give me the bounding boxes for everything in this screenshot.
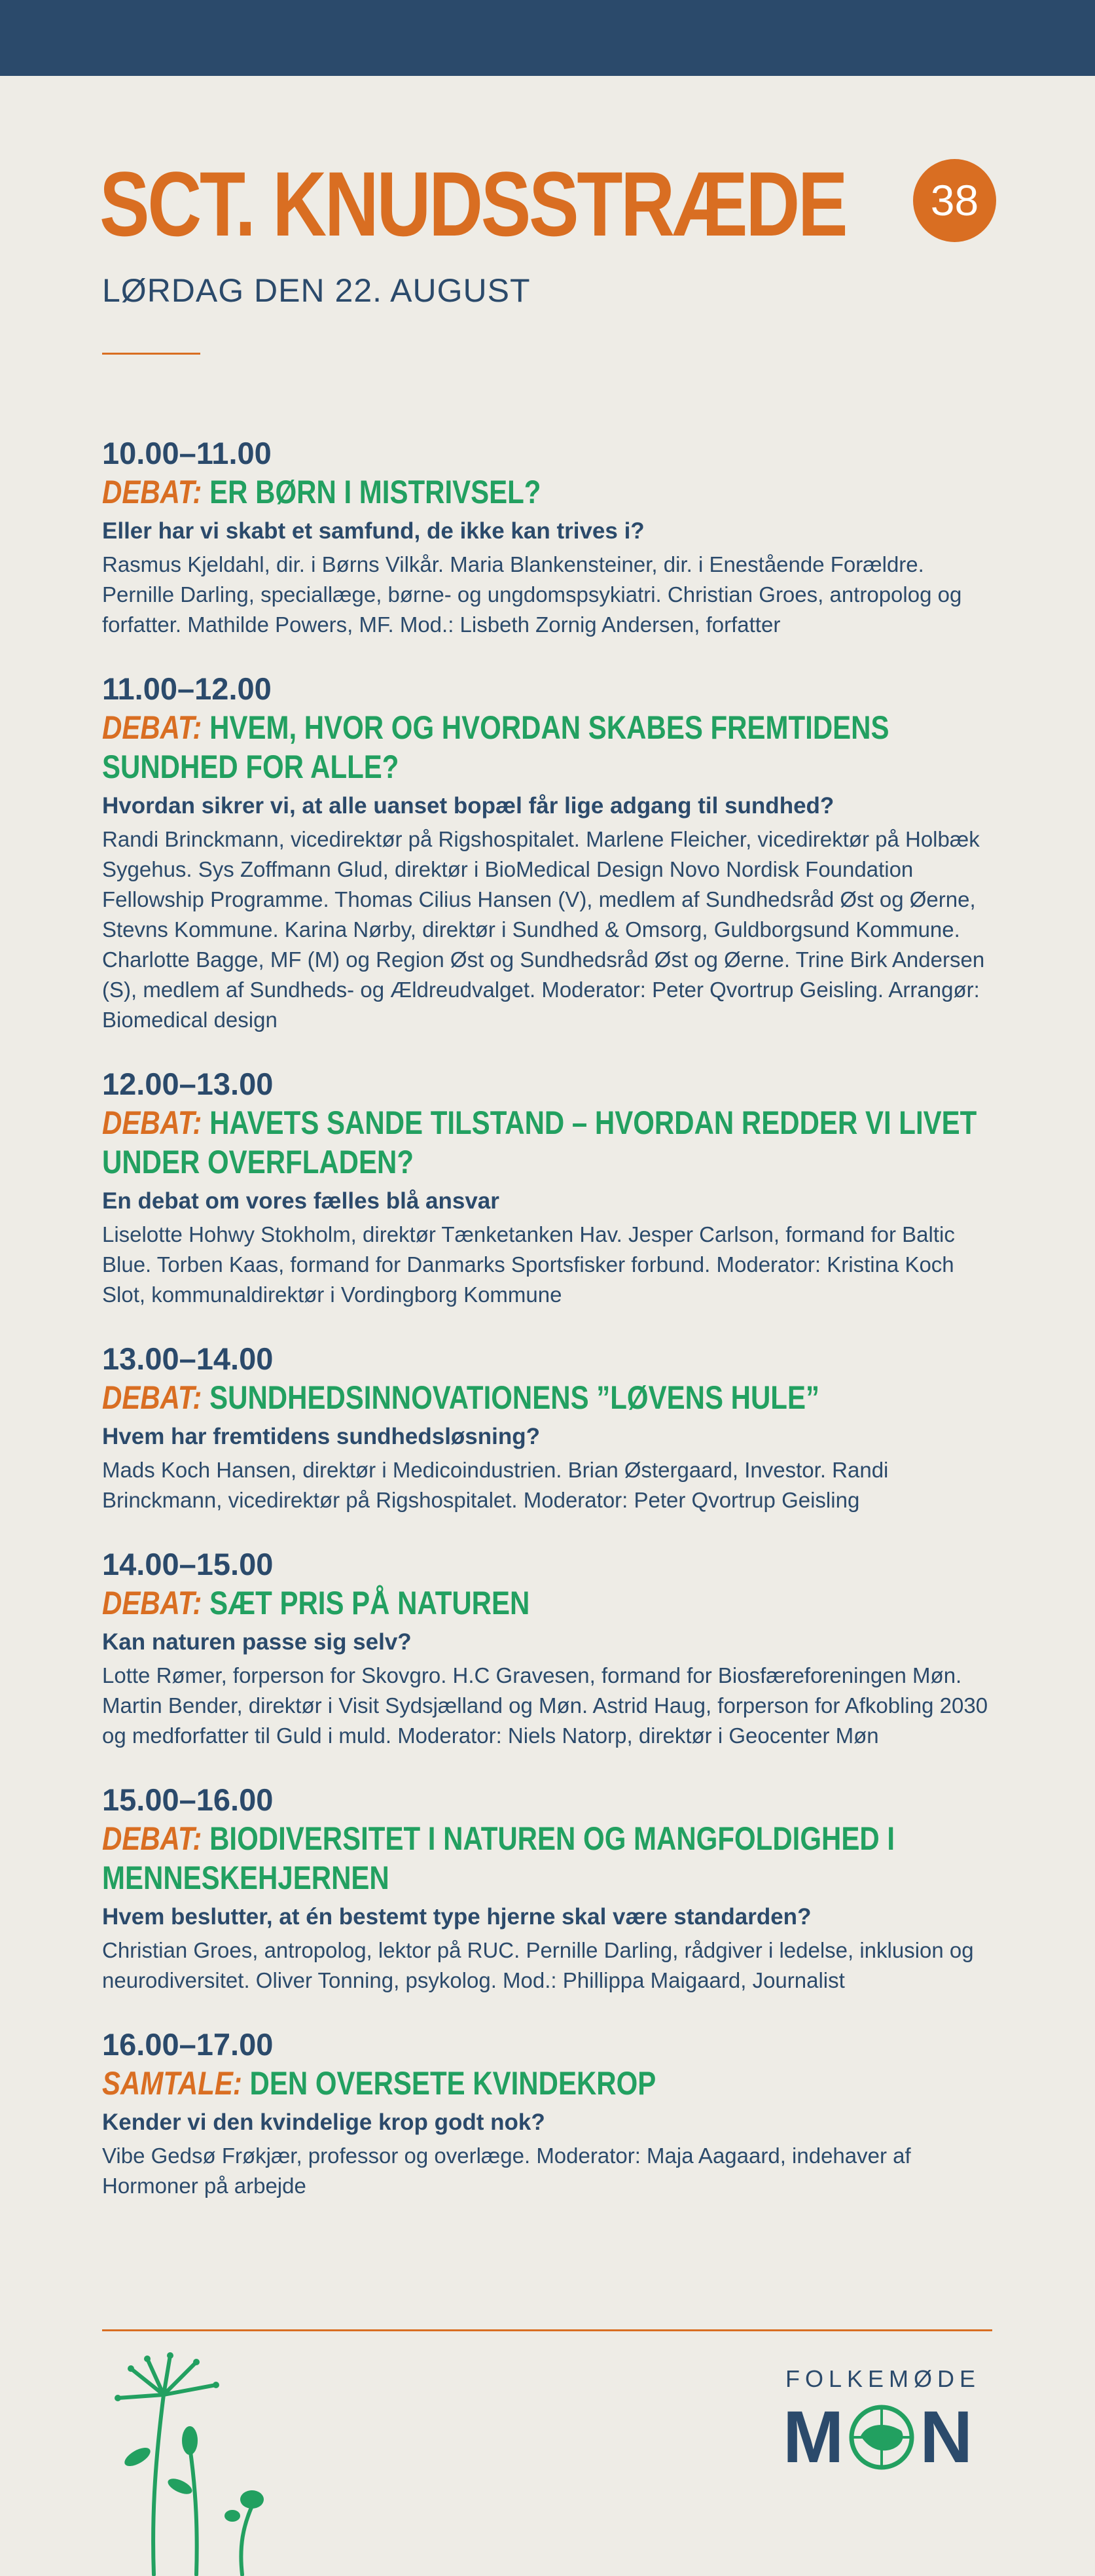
logo-letter: N [920, 2396, 973, 2478]
event-headline [102, 472, 993, 512]
event-question: En debat om vores fælles blå ansvar [102, 1188, 499, 1214]
event-item [102, 1340, 992, 1515]
event-participants: Rasmus Kjeldahl, dir. i Børns Vilkår. Maria Blankensteiner, dir. i Enestående Forældre. Pernille Darling, speciallæge, børne- og ungdomspsykiatri. Christian Groes, antropolog og forfatter. Mathilde Powers, MF. Mod.: Lisbeth Zornig Andersen, forfatter [102, 552, 962, 637]
event-participants: Liselotte Hohwy Stokholm, direktør Tænketanken Hav. Jesper Carlson, formand for Baltic Blue. Torben Kaas, formand for Danmarks Sportsfisker forbund. Moderator: Kristina Koch Slot, kommunaldirektør i Vordingborg Kommune [102, 1222, 955, 1307]
event-item [102, 2026, 992, 2201]
globe-icon [848, 2403, 916, 2471]
event-time: 10.00–11.00 [102, 436, 272, 470]
event-headline [102, 708, 993, 786]
logo-wordmark: FOLKEMØDE [785, 2365, 981, 2392]
event-title: ER BØRN I MISTRIVSEL? [209, 474, 541, 510]
event-item [102, 1065, 992, 1310]
logo-mon [783, 2396, 973, 2478]
wildflower-illustration [92, 2349, 314, 2576]
event-time: 12.00–13.00 [102, 1067, 274, 1101]
footer-divider [102, 2329, 992, 2331]
event-title: HVEM, HVOR OG HVORDAN SKABES FREMTIDENS SUNDHED FOR ALLE? [102, 709, 889, 785]
event-headline [102, 1378, 993, 1417]
event-headline [102, 2064, 993, 2103]
event-participants: Lotte Rømer, forperson for Skovgro. H.C Gravesen, formand for Biosfæreforeningen Møn. Martin Bender, direktør i Visit Sydsjælland og Møn. Astrid Haug, forperson for Afkobling 2030 og medforfatter til Guld i muld. Moderator: Niels Natorp, direktør i Geocenter Møn [102, 1663, 988, 1748]
divider [102, 353, 200, 355]
top-banner [0, 0, 1095, 76]
event-headline [102, 1819, 993, 1897]
logo-letter: M [783, 2396, 844, 2478]
event-time: 11.00–12.00 [102, 671, 272, 706]
event-question: Hvem har fremtidens sundhedsløsning? [102, 1424, 540, 1449]
event-title: SÆT PRIS PÅ NATUREN [209, 1585, 530, 1621]
event-participants: Mads Koch Hansen, direktør i Medicoindustrien. Brian Østergaard, Investor. Randi Brinckmann, vicedirektør på Rigshospitalet. Moderator: Peter Qvortrup Geisling [102, 1458, 889, 1512]
event-time: 16.00–17.00 [102, 2027, 274, 2062]
event-item [102, 670, 992, 1035]
event-kind: SAMTALE: [102, 2065, 242, 2102]
event-time: 14.00–15.00 [102, 1547, 274, 1581]
date-subtitle: LØRDAG DEN 22. AUGUST [102, 272, 531, 309]
event-time: 15.00–16.00 [102, 1782, 274, 1817]
event-title: HAVETS SANDE TILSTAND – HVORDAN REDDER VI LIVET UNDER OVERFLADEN? [102, 1104, 977, 1180]
event-kind: DEBAT: [102, 1379, 202, 1416]
venue-number-badge: 38 [913, 159, 996, 242]
event-question: Hvordan sikrer vi, at alle uanset bopæl får lige adgang til sundhed? [102, 793, 835, 819]
event-time: 13.00–14.00 [102, 1341, 274, 1376]
event-title: BIODIVERSITET I NATUREN OG MANGFOLDIGHED I MENNESKEHJERNEN [102, 1820, 895, 1896]
event-title: DEN OVERSETE KVINDEKROP [249, 2065, 656, 2102]
event-question: Kan naturen passe sig selv? [102, 1629, 412, 1655]
event-participants: Vibe Gedsø Frøkjær, professor og overlæge. Moderator: Maja Aagaard, indehaver af Hormoner på arbejde [102, 2144, 911, 2198]
event-participants: Randi Brinckmann, vicedirektør på Rigshospitalet. Marlene Fleicher, vicedirektør på Holbæk Sygehus. Sys Zoffmann Glud, direktør i BioMedical Design Novo Nordisk Foundation Fellowship Programme. Thomas Cilius Hansen (V), medlem af Sundhedsråd Øst og Øerne, Stevns Kommune. Karina Nørby, direktør i Sundhed & Omsorg, Guldborgsund Kommune. Charlotte Bagge, MF (M) og Region Øst og Sundhedsråd Øst og Øerne. Trine Birk Andersen (S), medlem af Sundheds- og Ældreudvalget. Moderator: Peter Qvortrup Geisling. Arrangør: Biomedical design [102, 827, 985, 1032]
event-kind: DEBAT: [102, 1104, 202, 1141]
event-kind: DEBAT: [102, 1820, 202, 1857]
event-headline [102, 1583, 993, 1623]
event-item [102, 1781, 992, 1996]
event-question: Kender vi den kvindelige krop godt nok? [102, 2109, 545, 2135]
event-kind: DEBAT: [102, 709, 202, 746]
page-title: SCT. KNUDSSTRÆDE [99, 152, 846, 255]
event-question: Eller har vi skabt et samfund, de ikke kan trives i? [102, 518, 645, 544]
event-title: SUNDHEDSINNOVATIONENS ”LØVENS HULE” [209, 1379, 819, 1416]
event-kind: DEBAT: [102, 474, 202, 510]
event-kind: DEBAT: [102, 1585, 202, 1621]
event-item [102, 1545, 992, 1751]
event-item [102, 434, 992, 640]
event-list [102, 434, 992, 2231]
event-headline [102, 1103, 993, 1182]
event-question: Hvem beslutter, at én bestemt type hjerne skal være standarden? [102, 1904, 812, 1930]
event-participants: Christian Groes, antropolog, lektor på RUC. Pernille Darling, rådgiver i ledelse, inklusion og neurodiversitet. Oliver Tonning, psykolog. Mod.: Phillippa Maigaard, Journalist [102, 1938, 974, 1992]
